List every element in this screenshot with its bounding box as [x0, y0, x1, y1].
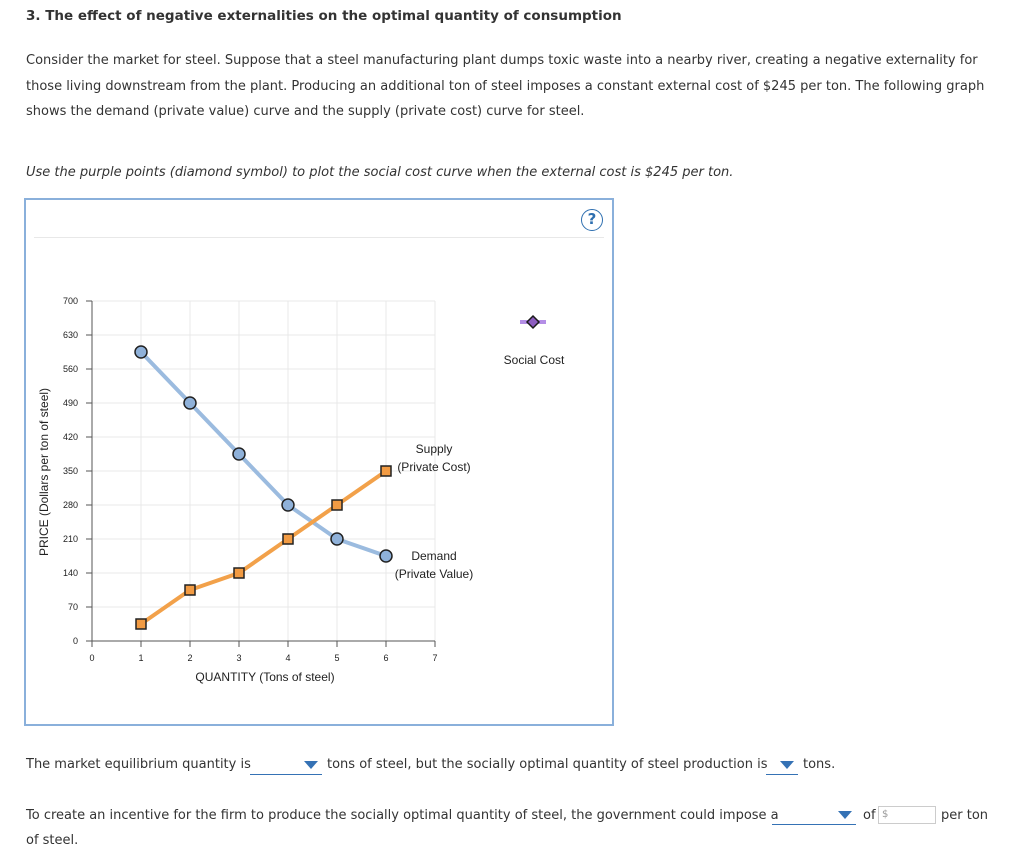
demand-point[interactable] — [331, 533, 343, 545]
equilibrium-suffix: tons. — [803, 757, 836, 772]
y-tick-label: 630 — [62, 330, 78, 340]
supply-point[interactable] — [234, 568, 244, 578]
supply-point[interactable] — [185, 585, 195, 595]
x-axis-title: QUANTITY (Tons of steel) — [195, 670, 335, 684]
help-icon[interactable]: ? — [581, 209, 603, 231]
demand-label-line2: (Private Value) — [394, 567, 474, 581]
x-tick-label: 3 — [236, 653, 242, 663]
y-tick-label: 700 — [62, 296, 78, 306]
demand-point[interactable] — [184, 397, 196, 409]
equilibrium-middle: tons of steel, but the socially optimal quantity of steel production is — [327, 757, 768, 772]
equilibrium-quantity-dropdown[interactable] — [250, 756, 322, 775]
y-tick-label: 70 — [67, 602, 78, 612]
y-axis-title: PRICE (Dollars per ton of steel) — [37, 387, 51, 557]
social-cost-palette[interactable] — [504, 316, 565, 367]
demand-point[interactable] — [380, 550, 392, 562]
equilibrium-prefix: The market equilibrium quantity is — [26, 757, 251, 772]
plot-instruction: Use the purple points (diamond symbol) to plot the social cost curve when the external cost is $245 per ton. — [26, 165, 734, 180]
y-tick-label: 210 — [62, 534, 78, 544]
chevron-down-icon — [838, 811, 852, 819]
policy-type-dropdown[interactable] — [772, 806, 856, 825]
x-tick-label: 1 — [138, 653, 144, 663]
y-tick-label: 350 — [62, 466, 78, 476]
demand-point[interactable] — [233, 448, 245, 460]
question-title: 3. The effect of negative externalities on the optimal quantity of consumption — [26, 8, 622, 24]
graph-panel — [24, 198, 614, 726]
x-tick-label: 0 — [89, 653, 95, 663]
x-tick-label: 6 — [383, 653, 389, 663]
social-cost-label: Social Cost — [503, 353, 565, 367]
y-tick-label: 490 — [62, 398, 78, 408]
incentive-of: of — [863, 808, 876, 823]
incentive-suffix: per ton — [941, 808, 989, 823]
chevron-down-icon — [304, 761, 318, 769]
y-tick-label: 420 — [62, 432, 78, 442]
incentive-tail: of steel. — [26, 833, 79, 848]
supply-point[interactable] — [381, 466, 391, 476]
supply-point[interactable] — [136, 619, 146, 629]
y-tick-label: 0 — [72, 636, 78, 646]
demand-label-line1: Demand — [411, 549, 457, 563]
question-intro: Consider the market for steel. Suppose that a steel manufacturing plant dumps toxic waste into a nearby river, creating a negative externality for those living downstream from the plant. Producing an additional ton of steel imposes a constant external cost of $245 per ton. The following graph shows the demand (private value) curve and the supply (private cost) curve for steel. — [26, 53, 985, 119]
x-tick-label: 5 — [334, 653, 340, 663]
supply-point[interactable] — [283, 534, 293, 544]
social-cost-diamond-icon[interactable] — [527, 316, 539, 328]
dollar-amount-input[interactable]: $ — [878, 806, 936, 824]
supply-demand-chart[interactable] — [26, 200, 612, 724]
chevron-down-icon — [780, 761, 794, 769]
x-tick-label: 7 — [432, 653, 438, 663]
y-tick-label: 560 — [62, 364, 78, 374]
demand-point[interactable] — [135, 346, 147, 358]
x-tick-label: 4 — [285, 653, 291, 663]
supply-label-line1: Supply — [415, 442, 453, 456]
y-tick-label: 280 — [62, 500, 78, 510]
y-tick-label: 140 — [62, 568, 78, 578]
demand-curve-line — [141, 352, 386, 556]
demand-point[interactable] — [282, 499, 294, 511]
x-tick-label: 2 — [187, 653, 193, 663]
supply-curve-line — [141, 471, 386, 624]
supply-point[interactable] — [332, 500, 342, 510]
incentive-prefix: To create an incentive for the firm to produce the socially optimal quantity of steel, the government could impose a — [26, 808, 779, 823]
optimal-quantity-dropdown[interactable] — [766, 756, 798, 775]
supply-label-line2: (Private Cost) — [397, 460, 471, 474]
